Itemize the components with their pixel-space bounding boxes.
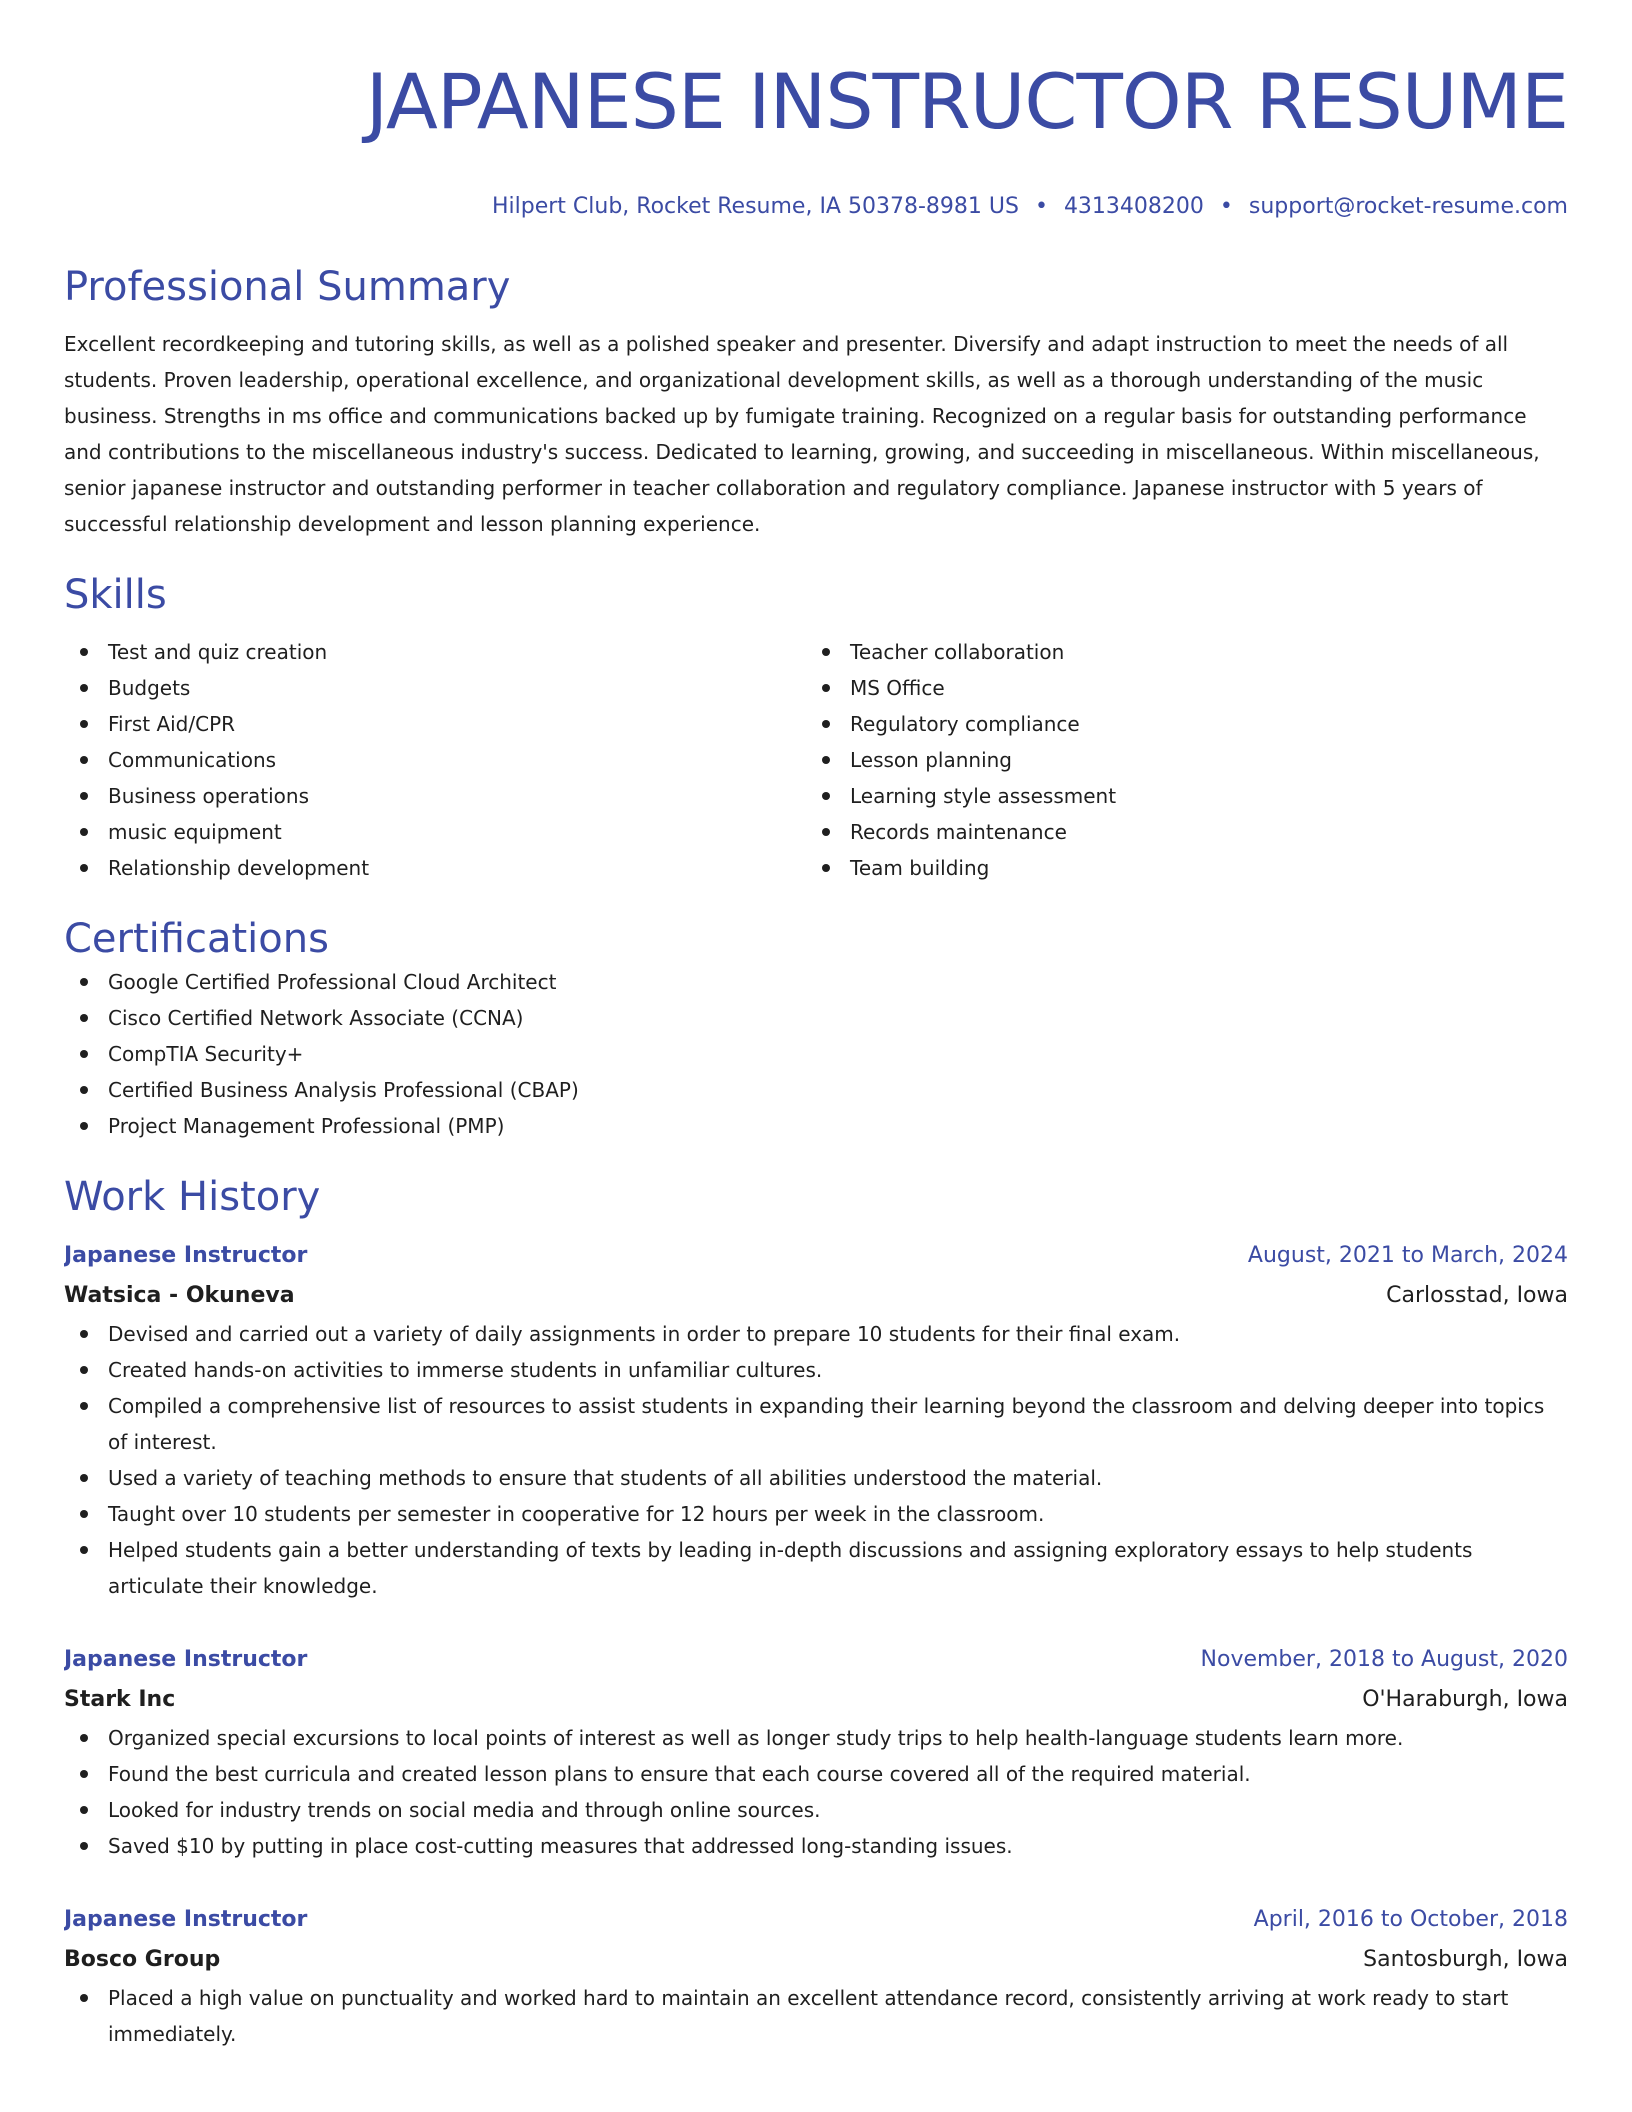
section-title-certifications: Certifications	[64, 916, 329, 962]
section-title-work-history: Work History	[64, 1174, 321, 1220]
resume-header	[64, 0, 1568, 222]
skills-column-right	[806, 634, 1548, 886]
skill-item: Relationship development	[64, 850, 806, 886]
job-duty-item: Helped students gain a better understanding of texts by leading in-depth discussions and assigning exploratory essays to help students articulate their knowledge.	[64, 1532, 1568, 1604]
skill-item: Communications	[64, 742, 806, 778]
job-duties-list	[64, 1980, 1568, 2052]
skill-item: Regulatory compliance	[806, 706, 1548, 742]
certification-item: Cisco Certified Network Associate (CCNA)	[64, 1000, 1568, 1036]
resume-page	[64, 0, 1568, 2112]
skills-grid	[64, 634, 1568, 886]
skill-item: Budgets	[64, 670, 806, 706]
job-duty-item: Used a variety of teaching methods to ensure that students of all abilities understood the material.	[64, 1460, 1568, 1496]
certification-item: Certified Business Analysis Professional (CBAP)	[64, 1072, 1568, 1108]
skills-list-left	[64, 634, 806, 886]
skill-item: Test and quiz creation	[64, 634, 806, 670]
job-duty-item: Found the best curricula and created lesson plans to ensure that each course covered all of the required material.	[64, 1756, 1568, 1792]
contact-address: Hilpert Club, Rocket Resume, IA 50378-8981 US	[491, 194, 1019, 219]
contact-separator: •	[1219, 194, 1233, 219]
certifications-section	[64, 914, 1568, 1144]
certification-item: CompTIA Security+	[64, 1036, 1568, 1072]
certifications-list	[64, 964, 1568, 1144]
job-company: Bosco Group	[64, 1947, 221, 1972]
job-header-row	[64, 1640, 1568, 1680]
certification-item: Google Certified Professional Cloud Architect	[64, 964, 1568, 1000]
job-entry	[64, 1236, 1568, 1604]
contact-line	[64, 192, 1568, 222]
job-duties-list	[64, 1720, 1568, 1864]
job-location: O'Haraburgh, Iowa	[1362, 1687, 1568, 1712]
skills-section	[64, 570, 1568, 886]
job-duty-item: Compiled a comprehensive list of resources to assist students in expanding their learning beyond the classroom and delving deeper into topics of interest.	[64, 1388, 1568, 1460]
job-duty-item: Looked for industry trends on social media and through online sources.	[64, 1792, 1568, 1828]
skill-item: Records maintenance	[806, 814, 1548, 850]
skill-item: music equipment	[64, 814, 806, 850]
skill-item: MS Office	[806, 670, 1548, 706]
job-entry	[64, 1640, 1568, 1864]
job-entry	[64, 1900, 1568, 2052]
job-company-row	[64, 1680, 1568, 1720]
resume-title: JAPANESE INSTRUCTOR RESUME	[365, 57, 1568, 146]
job-title: Japanese Instructor	[64, 1243, 308, 1268]
job-company-row	[64, 1940, 1568, 1980]
job-duty-item: Organized special excursions to local points of interest as well as longer study trips to help health-language students learn more.	[64, 1720, 1568, 1756]
section-title-skills: Skills	[64, 572, 167, 618]
job-header-row	[64, 1236, 1568, 1276]
skill-item: First Aid/CPR	[64, 706, 806, 742]
job-dates: August, 2021 to March, 2024	[1247, 1243, 1568, 1268]
skill-item: Team building	[806, 850, 1548, 886]
job-duty-item: Placed a high value on punctuality and worked hard to maintain an excellent attendance record, consistently arriving at work ready to start immediately.	[64, 1980, 1568, 2052]
job-company-row	[64, 1276, 1568, 1316]
contact-separator: •	[1034, 194, 1048, 219]
contact-phone: 4313408200	[1063, 194, 1204, 219]
professional-summary-section	[64, 262, 1568, 542]
skill-item: Lesson planning	[806, 742, 1548, 778]
work-history-section	[64, 1172, 1568, 2052]
skills-list-right	[806, 634, 1548, 886]
job-dates: April, 2016 to October, 2018	[1253, 1907, 1568, 1932]
job-company: Watsica - Okuneva	[64, 1283, 295, 1308]
job-duty-item: Taught over 10 students per semester in cooperative for 12 hours per week in the classroom.	[64, 1496, 1568, 1532]
skill-item: Learning style assessment	[806, 778, 1548, 814]
job-location: Santosburgh, Iowa	[1363, 1947, 1568, 1972]
certification-item: Project Management Professional (PMP)	[64, 1108, 1568, 1144]
job-duties-list	[64, 1316, 1568, 1604]
job-location: Carlosstad, Iowa	[1386, 1283, 1568, 1308]
job-duty-item: Created hands-on activities to immerse students in unfamiliar cultures.	[64, 1352, 1568, 1388]
skill-item: Business operations	[64, 778, 806, 814]
job-title: Japanese Instructor	[64, 1647, 308, 1672]
section-title-summary: Professional Summary	[64, 264, 511, 310]
job-title: Japanese Instructor	[64, 1907, 308, 1932]
job-dates: November, 2018 to August, 2020	[1200, 1647, 1568, 1672]
job-duty-item: Devised and carried out a variety of daily assignments in order to prepare 10 students for their final exam.	[64, 1316, 1568, 1352]
job-company: Stark Inc	[64, 1687, 176, 1712]
job-duty-item: Saved $10 by putting in place cost-cutting measures that addressed long-standing issues.	[64, 1828, 1568, 1864]
contact-email: support@rocket-resume.com	[1248, 194, 1568, 219]
summary-text: Excellent recordkeeping and tutoring skills, as well as a polished speaker and presenter. Diversify and adapt instruction to meet the needs of all students. Proven leadership, operational excellence, and organizational development skills, as well as a thorough understanding of the music business. Strengths in ms office and communications backed up by fumigate training. Recognized on a regular basis for outstanding performance and contributions to the miscellaneous industry's success. Dedicated to learning, growing, and succeeding in miscellaneous. Within miscellaneous, senior japanese instructor and outstanding performer in teacher collaboration and regulatory compliance. Japanese instructor with 5 years of successful relationship development and lesson planning experience.	[64, 332, 1540, 536]
skills-column-left	[64, 634, 806, 886]
skill-item: Teacher collaboration	[806, 634, 1548, 670]
job-header-row	[64, 1900, 1568, 1940]
